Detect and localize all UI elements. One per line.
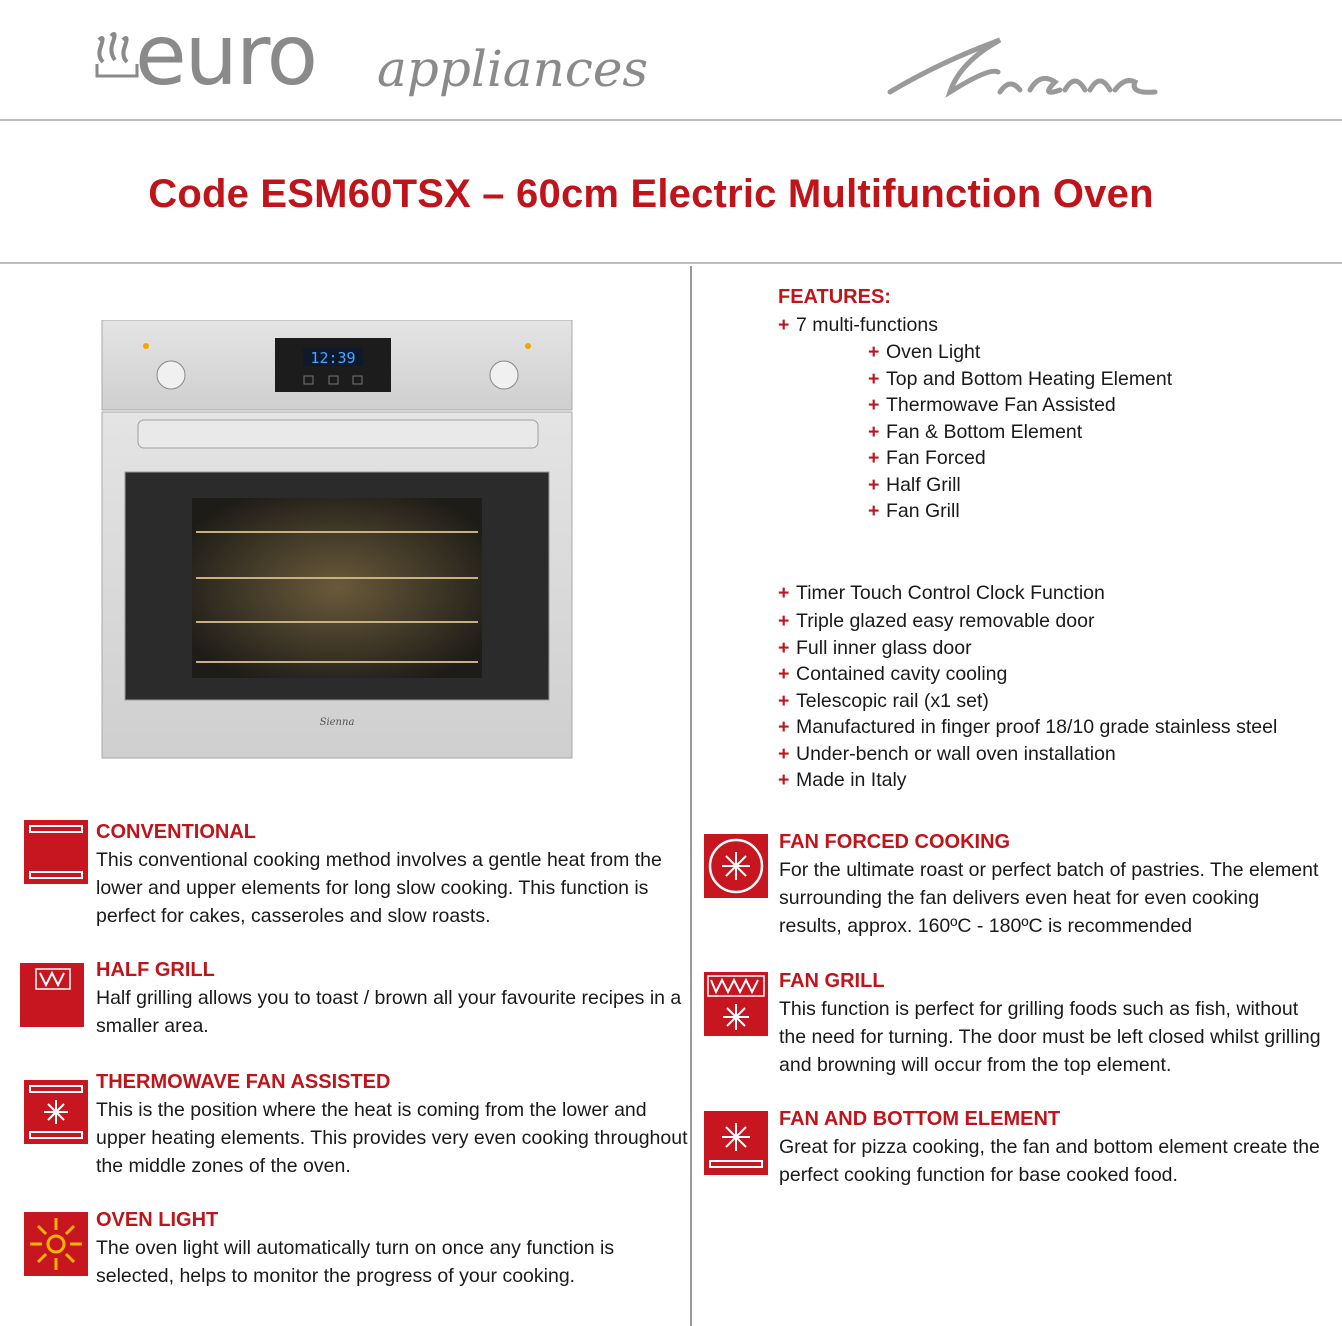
brand-main: euro <box>135 6 316 104</box>
conventional-icon <box>24 820 88 884</box>
function-title: OVEN LIGHT <box>96 1209 219 1231</box>
features-heading: FEATURES: <box>778 286 891 308</box>
function-description: Great for pizza cooking, the fan and bottom element create the perfect cooking function for base cooked food. <box>779 1136 1320 1186</box>
feature-item: + Manufactured in finger proof 18/10 grade stainless steel <box>778 716 1278 738</box>
function-title: THERMOWAVE FAN ASSISTED <box>96 1071 391 1093</box>
half-grill-icon <box>20 963 84 1027</box>
brand-sub: appliances <box>377 40 649 98</box>
function-description: This is the position where the heat is coming from the lower and upper heating elements. This provides very even cooking throughout the middle zones of the oven. <box>96 1099 688 1177</box>
function-description: Half grilling allows you to toast / brown all your favourite recipes in a smaller area. <box>96 987 682 1037</box>
fan-grill-icon <box>704 972 768 1036</box>
feature-item: + Timer Touch Control Clock Function <box>778 582 1105 604</box>
feature-item: + Triple glazed easy removable door <box>778 610 1095 632</box>
function-description: This conventional cooking method involves a gentle heat from the lower and upper elements for long slow cooking. This function is perfect for cakes, casseroles and slow roasts. <box>96 849 662 927</box>
function-title: FAN AND BOTTOM ELEMENT <box>779 1108 1061 1130</box>
thermowave-fan-icon <box>24 1080 88 1144</box>
title-divider <box>0 262 1342 264</box>
fan-bottom-element-icon <box>704 1111 768 1175</box>
function-title: CONVENTIONAL <box>96 821 256 843</box>
feature-item: + Telescopic rail (x1 set) <box>778 690 989 712</box>
oven-clock-display: 12:39 <box>310 349 356 367</box>
sub-feature: + Fan Grill <box>868 500 960 522</box>
function-title: FAN GRILL <box>779 970 885 992</box>
sienna-logo <box>880 22 1180 112</box>
steam-logo-icon <box>95 30 139 80</box>
svg-text:Sienna: Sienna <box>319 717 355 728</box>
sub-feature: + Fan Forced <box>868 447 986 469</box>
feature-item: + Full inner glass door <box>778 637 972 659</box>
euro-appliances-logo <box>95 6 649 104</box>
feature-item: + Under-bench or wall oven installation <box>778 743 1116 765</box>
sub-feature: + Top and Bottom Heating Element <box>868 368 1173 390</box>
function-description: The oven light will automatically turn on once any function is selected, helps to monitor the progress of your cooking. <box>96 1237 615 1287</box>
feature-item: + Contained cavity cooling <box>778 663 1008 685</box>
feature-item: + Made in Italy <box>778 769 907 791</box>
sub-feature: + Half Grill <box>868 474 961 496</box>
sub-feature: + Oven Light <box>868 341 981 363</box>
feature-multi: + 7 multi-functions <box>778 314 938 336</box>
function-title: FAN FORCED COOKING <box>779 831 1011 853</box>
fan-forced-icon <box>704 834 768 898</box>
sienna-script-logo <box>880 22 1180 112</box>
function-description: This function is perfect for grilling foods such as fish, without the need for turning. The door must be left closed whilst grilling and browning will occur from the top element. <box>779 998 1321 1076</box>
function-title: HALF GRILL <box>96 959 215 981</box>
sub-feature: + Thermowave Fan Assisted <box>868 394 1116 416</box>
column-divider <box>690 266 692 1326</box>
header-divider <box>0 119 1342 121</box>
sub-feature: + Fan & Bottom Element <box>868 421 1083 443</box>
page-title: Code ESM60TSX – 60cm Electric Multifunction Oven <box>148 172 1154 216</box>
function-description: For the ultimate roast or perfect batch of pastries. The element surrounding the fan delivers even heat for even cooking results, approx. 160ºC - 180ºC is recommended <box>779 859 1319 937</box>
oven-product-image <box>100 320 574 760</box>
oven-light-icon <box>24 1212 88 1276</box>
